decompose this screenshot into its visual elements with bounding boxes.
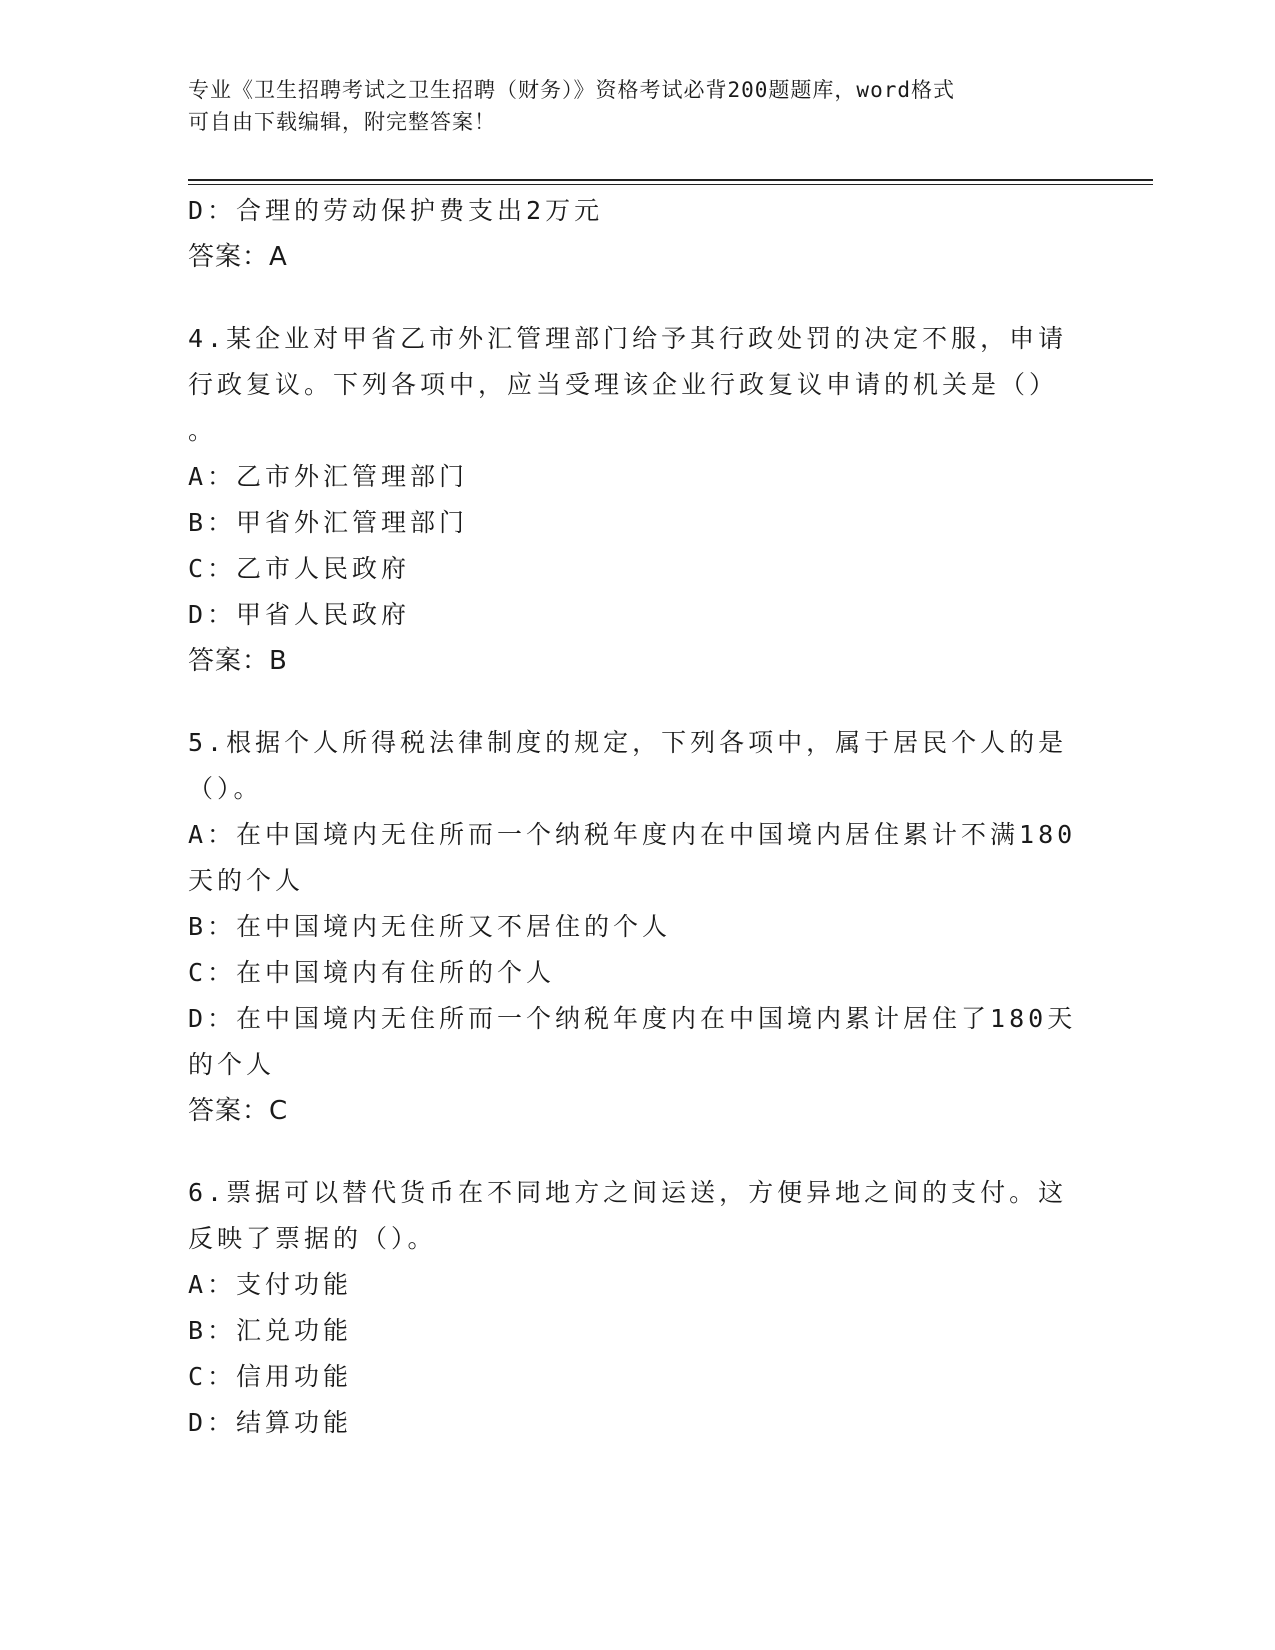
- option-d: D：结算功能: [188, 1408, 353, 1437]
- question-text-line: 6.票据可以替代货币在不同地方之间运送，方便异地之间的支付。这: [188, 1178, 1068, 1207]
- question-text-line: 5.根据个人所得税法律制度的规定，下列各项中，属于居民个人的是: [188, 728, 1068, 757]
- option-c: C：在中国境内有住所的个人: [188, 958, 556, 987]
- option-d: D：甲省人民政府: [188, 600, 411, 629]
- header-divider-thin: [188, 184, 1153, 185]
- question-text-line: 4.某企业对甲省乙市外汇管理部门给予其行政处罚的决定不服，申请: [188, 324, 1068, 353]
- question-3-tail: [188, 188, 1068, 280]
- question-6: [188, 1170, 1068, 1446]
- option-a: A：支付功能: [188, 1270, 353, 1299]
- option-c: C：乙市人民政府: [188, 554, 411, 583]
- document-body: [188, 188, 1077, 1446]
- header-divider-thick: [188, 179, 1153, 181]
- header-line-1: 专业《卫生招聘考试之卫生招聘（财务）》资格考试必背200题题库，word格式: [188, 78, 955, 102]
- option-d: D：合理的劳动保护费支出2万元: [188, 196, 604, 225]
- option-b: B：汇兑功能: [188, 1316, 353, 1345]
- option-d-continued: 的个人: [188, 1050, 276, 1079]
- option-a-continued: 天的个人: [188, 866, 305, 895]
- document-header: [188, 74, 1068, 138]
- question-text-line: 反映了票据的（）。: [188, 1224, 437, 1253]
- answer: 答案：A: [188, 242, 288, 272]
- answer: 答案：C: [188, 1096, 289, 1126]
- answer: 答案：B: [188, 646, 288, 676]
- option-b: B：甲省外汇管理部门: [188, 508, 469, 537]
- question-text-line: 。: [188, 416, 218, 445]
- option-c: C：信用功能: [188, 1362, 353, 1391]
- question-5: [188, 720, 1077, 1134]
- question-text-line: （）。: [188, 774, 263, 803]
- question-4: [188, 316, 1068, 684]
- option-a: A：在中国境内无住所而一个纳税年度内在中国境内居住累计不满180: [188, 820, 1077, 849]
- option-d: D：在中国境内无住所而一个纳税年度内在中国境内累计居住了180天: [188, 1004, 1077, 1033]
- option-b: B：在中国境内无住所又不居住的个人: [188, 912, 672, 941]
- question-text-line: 行政复议。下列各项中，应当受理该企业行政复议申请的机关是（）: [188, 370, 1059, 399]
- header-line-2: 可自由下载编辑，附完整答案！: [188, 110, 496, 134]
- option-a: A：乙市外汇管理部门: [188, 462, 469, 491]
